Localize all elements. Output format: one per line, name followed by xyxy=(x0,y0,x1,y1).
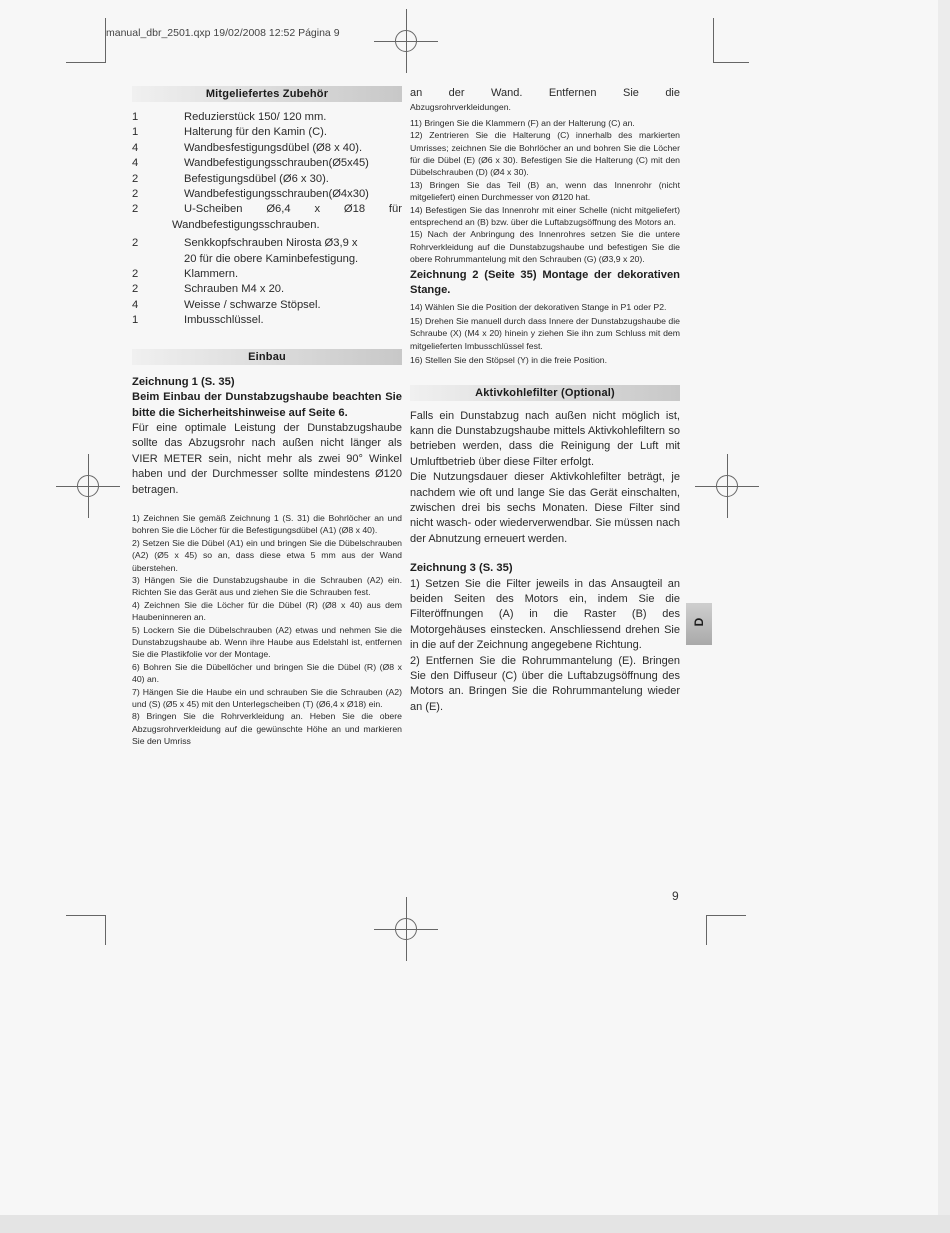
crop-mark-top-left-h xyxy=(66,62,106,63)
install-steps xyxy=(132,512,402,748)
list-item: 2 Schrauben M4 x 20. xyxy=(132,283,285,296)
continued-line: an der Wand. Entfernen Sie die xyxy=(410,87,680,99)
rod-step: 15) Drehen Sie manuell durch dass Innere der Dunstabzugshaube die Schraube (X) (M4 x 20) hinein y ziehen Sie ihn zum Schluss mit dem mitgelieferten Imbusschlüssel fest. xyxy=(410,315,680,351)
left-column xyxy=(132,86,402,748)
install-step: 1) Zeichnen Sie gemäß Zeichnung 1 (S. 31) die Bohrlöcher an und bohren Sie die Löcher für die Befestigungsdübel (A1) (Ø8 x 40). xyxy=(132,512,402,536)
print-slug: manual_dbr_2501.qxp 19/02/2008 12:52 Página 9 xyxy=(106,27,340,39)
scan-edge-right xyxy=(938,0,950,1233)
list-item: 2 Senkkopfschrauben Nirosta Ø3,9 x xyxy=(132,237,358,250)
filter-paragraph-2: Die Nutzungsdauer dieser Aktivkohlefilter beträgt, je nachdem wie oft und lange Sie das Gerät einschalten, zwischen drei bis sechs Monaten. Diese Filter sind nicht wasch- oder wiederverwendbar. Sie müssen nach der Abnutzung erneuert werden. xyxy=(410,471,680,545)
continued-line-small: Abzugsrohrverkleidungen. xyxy=(410,102,511,113)
decorative-rod-steps xyxy=(410,301,680,367)
install-step: 6) Bohren Sie die Dübellöcher und bringen Sie die Dübel (R) (Ø8 x 40) an. xyxy=(132,661,402,685)
crop-mark-bottom-right-h xyxy=(706,915,746,916)
filter-paragraph-1: Falls ein Dunstabzug nach außen nicht möglich ist, kann die Dunstabzugshaube mittels Aktivkohlefiltern so betrieben werden, dass die Reinigung der Luft mit Umluftbetrieb über diese Filter erfolgt. xyxy=(410,409,680,468)
list-item: 4 Wandbefestigungsschrauben(Ø5x45) xyxy=(132,157,369,170)
install-step: 4) Zeichnen Sie die Löcher für die Dübel (R) (Ø8 x 40) aus dem Haubeninneren an. xyxy=(132,599,402,623)
accessories-heading: Mitgeliefertes Zubehör xyxy=(132,86,402,102)
install-step: 11) Bringen Sie die Klammern (F) an der Halterung (C) an. xyxy=(410,117,635,128)
install-step: 12) Zentrieren Sie die Halterung (C) innerhalb des markierten Umrisses; zeichnen Sie die Bohrlöcher an und bohren Sie die Löcher für die Dübel (E) (Ø6 x 30). Befestigen Sie die Halterung (C) mit den Dübelschrauben (D) (Ø4 x 30). xyxy=(410,130,680,178)
install-step: 5) Lockern Sie die Dübelschrauben (A2) etwas und nehmen Sie die Dunstabzugshaube ab. Wenn ihre Haube aus Edelstahl ist, entfernen Sie die Plastikfolie vor der Montage. xyxy=(132,624,402,660)
filter-heading: Aktivkohlefilter (Optional) xyxy=(410,385,680,401)
install-step: 13) Bringen Sie das Teil (B) an, wenn das Innenrohr (nicht mitgeliefert) einen Durchmesser von Ø120 hat. xyxy=(410,179,680,203)
drawing-1-heading: Zeichnung 1 (S. 35) xyxy=(132,375,235,388)
registration-mark-top xyxy=(392,27,420,55)
install-step: 7) Hängen Sie die Haube ein und schrauben Sie die Schrauben (A2) und (S) (Ø5 x 45) mit den Unterlegscheiben (T) (Ø6,4 x Ø18) ein. xyxy=(132,686,402,710)
list-item: 2 Wandbefestigungsschrauben(Ø4x30) xyxy=(132,188,369,201)
crop-mark-top-right-h xyxy=(713,62,749,63)
drawing-3-heading: Zeichnung 3 (S. 35) xyxy=(410,562,513,575)
install-step: 8) Bringen Sie die Rohrverkleidung an. Heben Sie die obere Abzugsrohrverkleidung auf die gewünschte Höhe an und markieren Sie den Umriss xyxy=(132,711,402,747)
list-item: 4 Wandbesfestigungsdübel (Ø8 x 40). xyxy=(132,141,363,154)
list-item: 2 Klammern. xyxy=(132,268,239,281)
crop-mark-top-left-v xyxy=(105,18,106,62)
list-item: 1 Reduzierstück 150/ 120 mm. xyxy=(132,111,327,123)
drawing-2-heading: Zeichnung 2 (Seite 35) Montage der dekorativen Stange. xyxy=(410,268,680,297)
crop-mark-top-right-v xyxy=(713,18,714,62)
install-heading: Einbau xyxy=(132,349,402,365)
install-intro: Für eine optimale Leistung der Dunstabzugshaube sollte das Abzugsrohr nach außen nicht länger als VIER METER sein, nicht mehr als zwei 90° Winkel haben und der Durchmesser sollte mindestens Ø120 betragen. xyxy=(132,421,402,496)
list-item: 4 Weisse / schwarze Stöpsel. xyxy=(132,298,321,311)
rod-step: 16) Stellen Sie den Stöpsel (Y) in die freie Position. xyxy=(410,355,608,366)
page-number: 9 xyxy=(672,889,679,903)
list-item: 2 Befestigungsdübel (Ø6 x 30). xyxy=(132,172,329,185)
registration-mark-bottom xyxy=(392,915,420,943)
filter-step-2: 2) Entfernen Sie die Rohrummantelung (E). Bringen Sie den Diffuseur (C) über die Luftabzugsöffnung des Motors an. Bringen Sie die Rohrummantelung wieder an (E). xyxy=(410,654,680,713)
crop-mark-bottom-right-v xyxy=(706,915,707,945)
rod-step: 14) Wählen Sie die Position der dekorativen Stange in P1 oder P2. xyxy=(410,301,667,312)
safety-note: Beim Einbau der Dunstabzugshaube beachten Sie bitte die Sicherheitshinweise auf Seite 6. xyxy=(132,391,402,419)
crop-mark-bottom-left-h xyxy=(66,915,106,916)
list-item: 2 U-Scheiben Ø6,4 x Ø18 für xyxy=(132,203,402,216)
install-steps-continued xyxy=(410,117,680,266)
install-step: 15) Nach der Anbringung des Innenrohres setzen Sie die untere Rohrverkleidung auf die Dunstabzugshaube und befestigen Sie die obere Rohrummantelung mit den Schrauben (G) (Ø3,9 x 20). xyxy=(410,229,680,265)
filter-step-1: 1) Setzen Sie die Filter jeweils in das Ansaugteil an beiden Seiten des Motors ein, indem Sie die Filteröffnungen (A) in die Raster (B) des Motorgehäuses einstecken. Anschliessend drehen Sie in die auf der Zeichnung angegebene Richtung. xyxy=(410,577,680,652)
accessories-list xyxy=(132,110,402,329)
language-tab: D xyxy=(686,603,712,645)
install-step: 2) Setzen Sie die Dübel (A1) ein und bringen Sie die Dübelschrauben (A2) (Ø5 x 45) so an, dass diese etwa 5 mm aus der Wand überstehen. xyxy=(132,537,402,573)
list-item-continuation: Wandbefestigungsschrauben. xyxy=(172,218,320,231)
install-step: 14) Befestigen Sie das Innenrohr mit einer Schelle (nicht mitgeliefert) entsprechend an (B) bzw. über die Luftabzugsöffnung des Motors an. xyxy=(410,204,680,228)
install-step: 3) Hängen Sie die Dunstabzugshaube in die Schrauben (A2) ein. Richten Sie das Gerät aus und ziehen Sie die Schrauben fest. xyxy=(132,574,402,598)
scan-edge-bottom xyxy=(0,1215,950,1233)
list-item-continuation: 20 für die obere Kaminbefestigung. xyxy=(184,252,359,265)
crop-mark-bottom-left-v xyxy=(105,915,106,945)
right-column xyxy=(410,86,680,715)
list-item: 1 Halterung für den Kamin (C). xyxy=(132,126,328,139)
registration-mark-left xyxy=(74,472,102,500)
registration-mark-right xyxy=(713,472,741,500)
list-item: 1 Imbusschlüssel. xyxy=(132,314,264,327)
